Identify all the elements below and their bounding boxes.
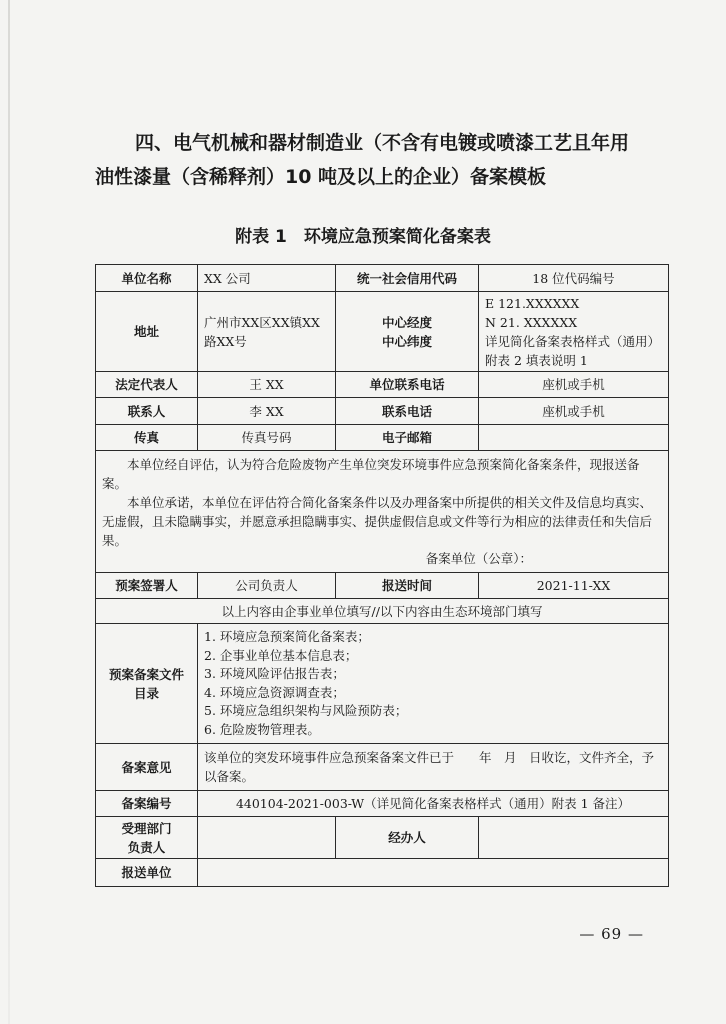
row-statement bbox=[96, 451, 669, 573]
doc-catalog-list bbox=[204, 628, 662, 739]
lonlat-values bbox=[479, 292, 669, 372]
record-no-label: 备案编号 bbox=[96, 791, 198, 817]
table-title: 附表 1 环境应急预案简化备案表 bbox=[235, 227, 491, 247]
unit-phone-value: 座机或手机 bbox=[479, 372, 669, 398]
email-value bbox=[479, 425, 669, 451]
row-contact bbox=[96, 398, 669, 425]
fax-value: 传真号码 bbox=[198, 425, 336, 451]
lonlat-labels bbox=[336, 292, 479, 372]
signer-value: 公司负责人 bbox=[198, 573, 336, 599]
dept-head-label-line-2: 负责人 bbox=[127, 839, 166, 855]
unit-phone-label: 单位联系电话 bbox=[336, 372, 479, 398]
row-dept-head bbox=[96, 817, 669, 859]
legal-rep-value: 王 XX bbox=[198, 372, 336, 398]
signer-label: 预案签署人 bbox=[96, 573, 198, 599]
row-record-no bbox=[96, 791, 669, 817]
statement-cell bbox=[96, 451, 669, 573]
doc-catalog-label-line-1: 预案备案文件 bbox=[108, 666, 184, 682]
latitude-label: 中心纬度 bbox=[381, 333, 432, 349]
doc-catalog-label bbox=[96, 624, 198, 744]
longitude-value: E 121.XXXXXX bbox=[485, 295, 580, 311]
row-signer bbox=[96, 573, 669, 599]
legal-rep-label: 法定代表人 bbox=[96, 372, 198, 398]
doc-catalog-item: 1. 环境应急预案简化备案表； bbox=[204, 629, 370, 644]
record-no-value: 440104-2021-003-W（详见简化备案表格样式（通用）附表 1 备注） bbox=[198, 791, 669, 817]
lonlat-note: 详见简化备案表格样式（通用）附表 2 填表说明 1 bbox=[485, 333, 661, 368]
submit-time-label: 报送时间 bbox=[336, 573, 479, 599]
row-divider bbox=[96, 599, 669, 624]
row-report-unit bbox=[96, 859, 669, 887]
row-legal-rep bbox=[96, 372, 669, 398]
contact-value: 李 XX bbox=[198, 398, 336, 425]
report-unit-label: 报送单位 bbox=[96, 859, 198, 887]
row-fax bbox=[96, 425, 669, 451]
dept-head-value bbox=[198, 817, 336, 859]
report-unit-value bbox=[198, 859, 669, 887]
latitude-value: N 21. XXXXXX bbox=[485, 314, 578, 330]
statement-paragraph-1: 本单位经自评估，认为符合危险废物产生单位突发环境事件应急预案简化备案条件，现报送备案。 bbox=[102, 457, 640, 491]
address-label: 地址 bbox=[96, 292, 198, 372]
row-address bbox=[96, 292, 669, 372]
doc-catalog-item: 2. 企事业单位基本信息表； bbox=[204, 647, 358, 663]
row-unit-name bbox=[96, 265, 669, 292]
handler-label: 经办人 bbox=[336, 817, 479, 859]
doc-catalog-item: 3. 环境风险评估报告表； bbox=[204, 666, 345, 681]
submit-time-value: 2021-11-XX bbox=[479, 573, 669, 599]
dept-head-label-line-1: 受理部门 bbox=[121, 820, 172, 836]
fax-label: 传真 bbox=[96, 425, 198, 451]
email-label: 电子邮箱 bbox=[336, 425, 479, 451]
filing-unit-seal: 备案单位（公章）： bbox=[425, 551, 532, 566]
opinion-label: 备案意见 bbox=[96, 744, 198, 791]
divider-text: 以上内容由企事业单位填写//以下内容由生态环境部门填写 bbox=[96, 599, 669, 624]
row-opinion bbox=[96, 744, 669, 791]
longitude-label: 中心经度 bbox=[381, 314, 432, 330]
doc-catalog-item: 4. 环境应急资源调查表； bbox=[204, 684, 345, 700]
doc-catalog-item: 6. 危险废物管理表。 bbox=[204, 721, 320, 737]
credit-code-value: 18 位代码编号 bbox=[479, 265, 669, 292]
row-doc-catalog bbox=[96, 624, 669, 744]
scan-edge bbox=[8, 0, 10, 1024]
page-number: — 69 — bbox=[579, 925, 644, 943]
filing-form-table bbox=[95, 264, 669, 887]
address-value: 广州市XX区XX镇XX路XX号 bbox=[198, 292, 336, 372]
statement-paragraph-2: 本单位承诺，本单位在评估符合简化备案条件以及办理备案中所提供的相关文件及信息均真实、无虚假，且未隐瞒事实，并愿意承担隐瞒事实、提供虚假信息或文件等行为相应的法律责任和失信后果。 bbox=[102, 495, 653, 548]
contact-label: 联系人 bbox=[96, 398, 198, 425]
contact-phone-value: 座机或手机 bbox=[479, 398, 669, 425]
handler-value bbox=[479, 817, 669, 859]
credit-code-label: 统一社会信用代码 bbox=[336, 265, 479, 292]
doc-catalog-list-cell bbox=[198, 624, 669, 744]
doc-catalog-label-line-2: 目录 bbox=[133, 685, 159, 701]
heading-line-1: 四、电气机械和器材制造业（不含有电镀或喷漆工艺且年用 bbox=[135, 132, 630, 154]
opinion-text: 该单位的突发环境事件应急预案备案文件已于 年 月 日收讫，文件齐全，予以备案。 bbox=[198, 744, 669, 791]
document-heading bbox=[95, 126, 665, 194]
heading-line-2: 油性漆量（含稀释剂）10 吨及以上的企业）备案模板 bbox=[95, 166, 547, 188]
unit-name-label: 单位名称 bbox=[96, 265, 198, 292]
dept-head-label bbox=[96, 817, 198, 859]
contact-phone-label: 联系电话 bbox=[336, 398, 479, 425]
unit-name-value: XX 公司 bbox=[198, 265, 336, 292]
doc-catalog-item: 5. 环境应急组织架构与风险预防表； bbox=[204, 703, 408, 718]
